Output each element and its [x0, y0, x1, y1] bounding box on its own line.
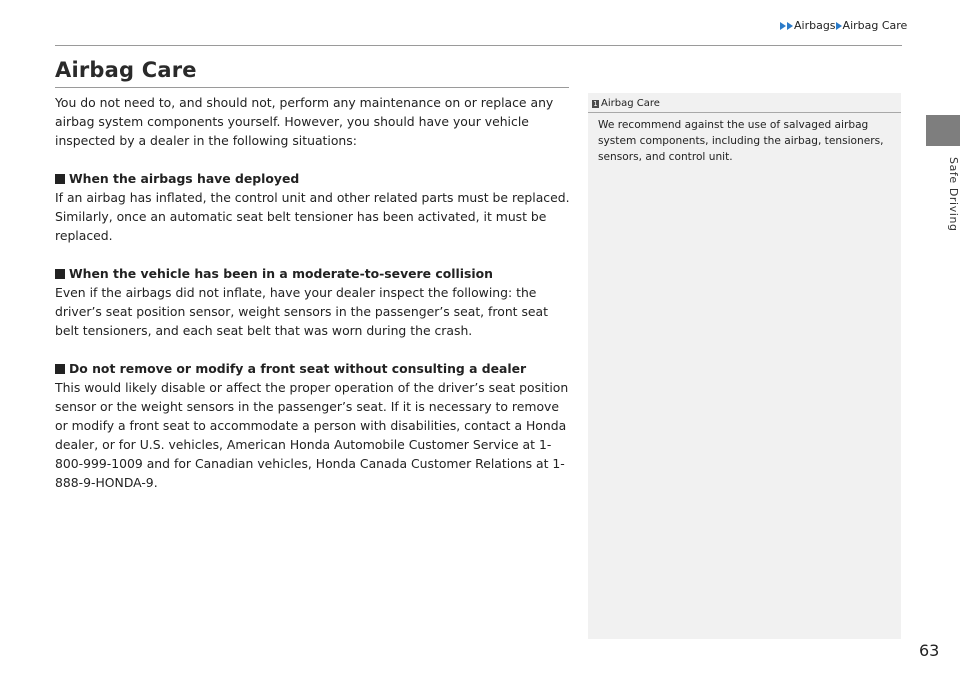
section-tab-marker[interactable] [926, 115, 960, 146]
intro-paragraph: You do not need to, and should not, perform any maintenance on or replace any airbag system components yourself. However, you should have your vehicle inspected by a dealer in the following situations: [55, 95, 554, 148]
sidebar-note-heading [592, 97, 901, 111]
breadcrumb [780, 19, 908, 32]
breadcrumb-item-airbag-care[interactable]: Airbag Care [842, 19, 908, 32]
sidebar-note-divider [588, 112, 901, 113]
triangle-right-icon [836, 22, 842, 30]
section-body: This would likely disable or affect the proper operation of the driver’s seat position sensor or the weight sensors in the passenger’s seat. If it is necessary to remove or modify a front seat to accommodate a person with disabilities, contact a Honda dealer, or for U.S. vehicles, American Honda Automobile Customer Service at 1-800-999-1009 and for Canadian vehicles, Honda Canada Customer Relations at 1-888-9-HONDA-9. [55, 380, 569, 490]
section-heading-text: When the airbags have deployed [69, 171, 300, 186]
section-body: If an airbag has inflated, the control unit and other related parts must be replaced. Similarly, once an automatic seat belt tensioner has been activated, it must be replaced. [55, 190, 570, 243]
header-divider [55, 45, 902, 46]
square-bullet-icon [55, 269, 65, 279]
section-tab-label: Safe Driving [947, 156, 960, 232]
section-body: Even if the airbags did not inflate, have your dealer inspect the following: the driver’s seat position sensor, weight sensors in the passenger’s seat, front seat belt tensioners, and each seat belt that was worn during the crash. [55, 285, 548, 338]
main-content [55, 93, 575, 492]
page-title: Airbag Care [55, 58, 197, 82]
sidebar-note [588, 93, 901, 639]
page-number: 63 [919, 641, 940, 660]
triangle-right-icon [780, 22, 786, 30]
note-number-icon: 1 [593, 100, 598, 108]
square-bullet-icon [55, 364, 65, 374]
breadcrumb-item-airbags[interactable]: Airbags [794, 19, 836, 32]
sidebar-note-title: Airbag Care [601, 98, 660, 109]
title-divider [55, 87, 569, 88]
sidebar-note-text: We recommend against the use of salvaged airbag system components, including the airbag, tensioners, sensors, and control unit. [598, 119, 884, 163]
section-heading-text: When the vehicle has been in a moderate-to-severe collision [69, 266, 493, 281]
section-heading [55, 359, 575, 378]
section-heading [55, 169, 575, 188]
section-heading-text: Do not remove or modify a front seat without consulting a dealer [69, 361, 527, 376]
section-heading [55, 264, 575, 283]
triangle-right-icon [787, 22, 793, 30]
square-bullet-icon [55, 174, 65, 184]
